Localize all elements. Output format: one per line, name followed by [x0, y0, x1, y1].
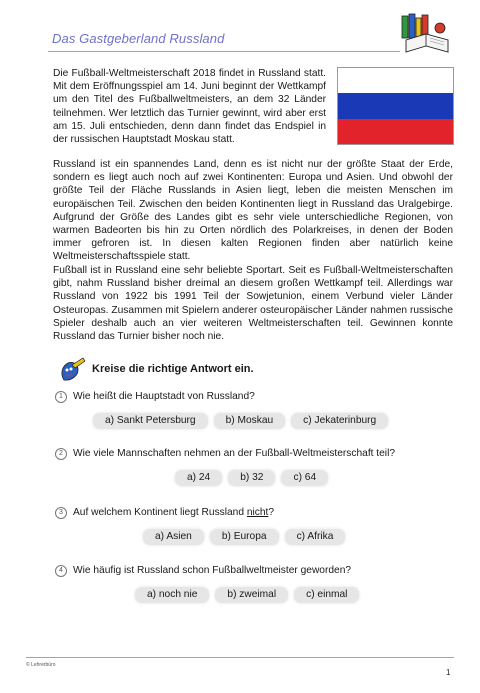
paragraph-intro: Die Fußball-Weltmeisterschaft 2018 findet in Russland statt. Mit dem Eröffnungsspiel am 14. Juni beginnt der Wettkampf um den Titel des Fußballweltmeisters, an dem 32 Länder teilnehmen. Wer letztlich das Turnier gewinnt, wird aber erst am 15. Juli entschieden, denn dann findet das Endspiel in der russischen Hauptstadt Moskau statt. [53, 68, 326, 146]
question-2 [55, 448, 455, 483]
question-text-emphasis: nicht [246, 507, 269, 518]
question-number: 1 [55, 391, 67, 403]
answer-option-c[interactable]: c) einmal [294, 587, 359, 603]
question-text-end: ? [268, 507, 275, 518]
header-divider [48, 51, 400, 52]
footer-divider [26, 657, 454, 658]
copyright: © Lehrerbüro [26, 662, 56, 668]
task-instruction [58, 356, 458, 386]
answer-options [143, 529, 345, 545]
paragraph-country: Russland ist ein spannendes Land, denn es ist nicht nur der größte Staat der Erde, sondern es liegt auch noch auf zwei Kontinenten: Europa und Asien. Und obwohl der größte Teil der Fläche Russlands in Asien liegt, leben die meisten Menschen im europäischen Teil. Zwischen den beiden Kontinenten liegt in Russland das Uralgebirge. Aufgrund der Größe des Landes gibt es sehr viele unterschiedliche Regionen, von warmen Badeorten bis hin zu Orten nördlich des Polarkreises, in denen der Boden immer gefroren ist. In diesen kalten Regionen finden aber natürlich keine Weltmeisterschaftsspiele statt. [53, 159, 453, 263]
question-text [73, 507, 274, 519]
question-number: 3 [55, 507, 67, 519]
answer-options [175, 470, 328, 486]
paragraph-football: Fußball ist in Russland eine sehr beliebte Sportart. Seit es Fußball-Weltmeisterschaften gibt, nahm Russland bisher dreimal an diesem großen Wettkampf teil. Allerdings war Russland von 1922 bis 1991 Teil der Sowjetunion, einem Verbund vieler Länder Osteuropas. Zusammen mit Spielern anderer osteuropäischer Länder nahmen russische Spieler deshalb auch an vier weiteren Weltmeisterschaften teil. Gewinnen konnte Russland das Turnier bisher noch nie. [53, 265, 453, 343]
header [48, 27, 448, 53]
pencil-icon [58, 356, 86, 384]
question-number: 2 [55, 448, 67, 460]
question-text: Wie häufig ist Russland schon Fußballweltmeister geworden? [73, 565, 352, 576]
answer-option-a[interactable]: a) 24 [175, 470, 222, 486]
answer-option-c[interactable]: c) 64 [281, 470, 328, 486]
question-text: Wie viele Mannschaften nehmen an der Fußball-Weltmeisterschaft teil? [73, 448, 395, 459]
answer-options [135, 587, 359, 603]
question-number: 4 [55, 565, 67, 577]
flag-stripe-blue [338, 93, 453, 118]
question-4 [55, 565, 455, 600]
answer-option-a[interactable]: a) Sankt Petersburg [93, 413, 208, 429]
answer-option-a[interactable]: a) Asien [143, 529, 204, 545]
answer-option-b[interactable]: b) Moskau [214, 413, 286, 429]
russia-flag [337, 67, 454, 145]
answer-option-a[interactable]: a) noch nie [135, 587, 209, 603]
answer-options [93, 413, 388, 429]
answer-option-b[interactable]: b) Europa [210, 529, 279, 545]
question-text-start: Auf welchem Kontinent liegt Russland [73, 507, 247, 518]
question-3 [55, 507, 455, 542]
answer-option-b[interactable]: b) zweimal [215, 587, 288, 603]
page-title: Das Gastgeberland Russland [52, 31, 225, 46]
flag-stripe-white [338, 68, 453, 93]
books-icon [396, 12, 454, 56]
answer-option-c[interactable]: c) Jekaterinburg [291, 413, 388, 429]
page-number: 1 [446, 668, 451, 677]
question-text: Wie heißt die Hauptstadt von Russland? [73, 391, 255, 402]
flag-stripe-red [338, 119, 453, 144]
answer-option-c[interactable]: c) Afrika [285, 529, 346, 545]
question-1 [55, 391, 455, 426]
answer-option-b[interactable]: b) 32 [228, 470, 275, 486]
task-label: Kreise die richtige Antwort ein. [92, 363, 254, 375]
